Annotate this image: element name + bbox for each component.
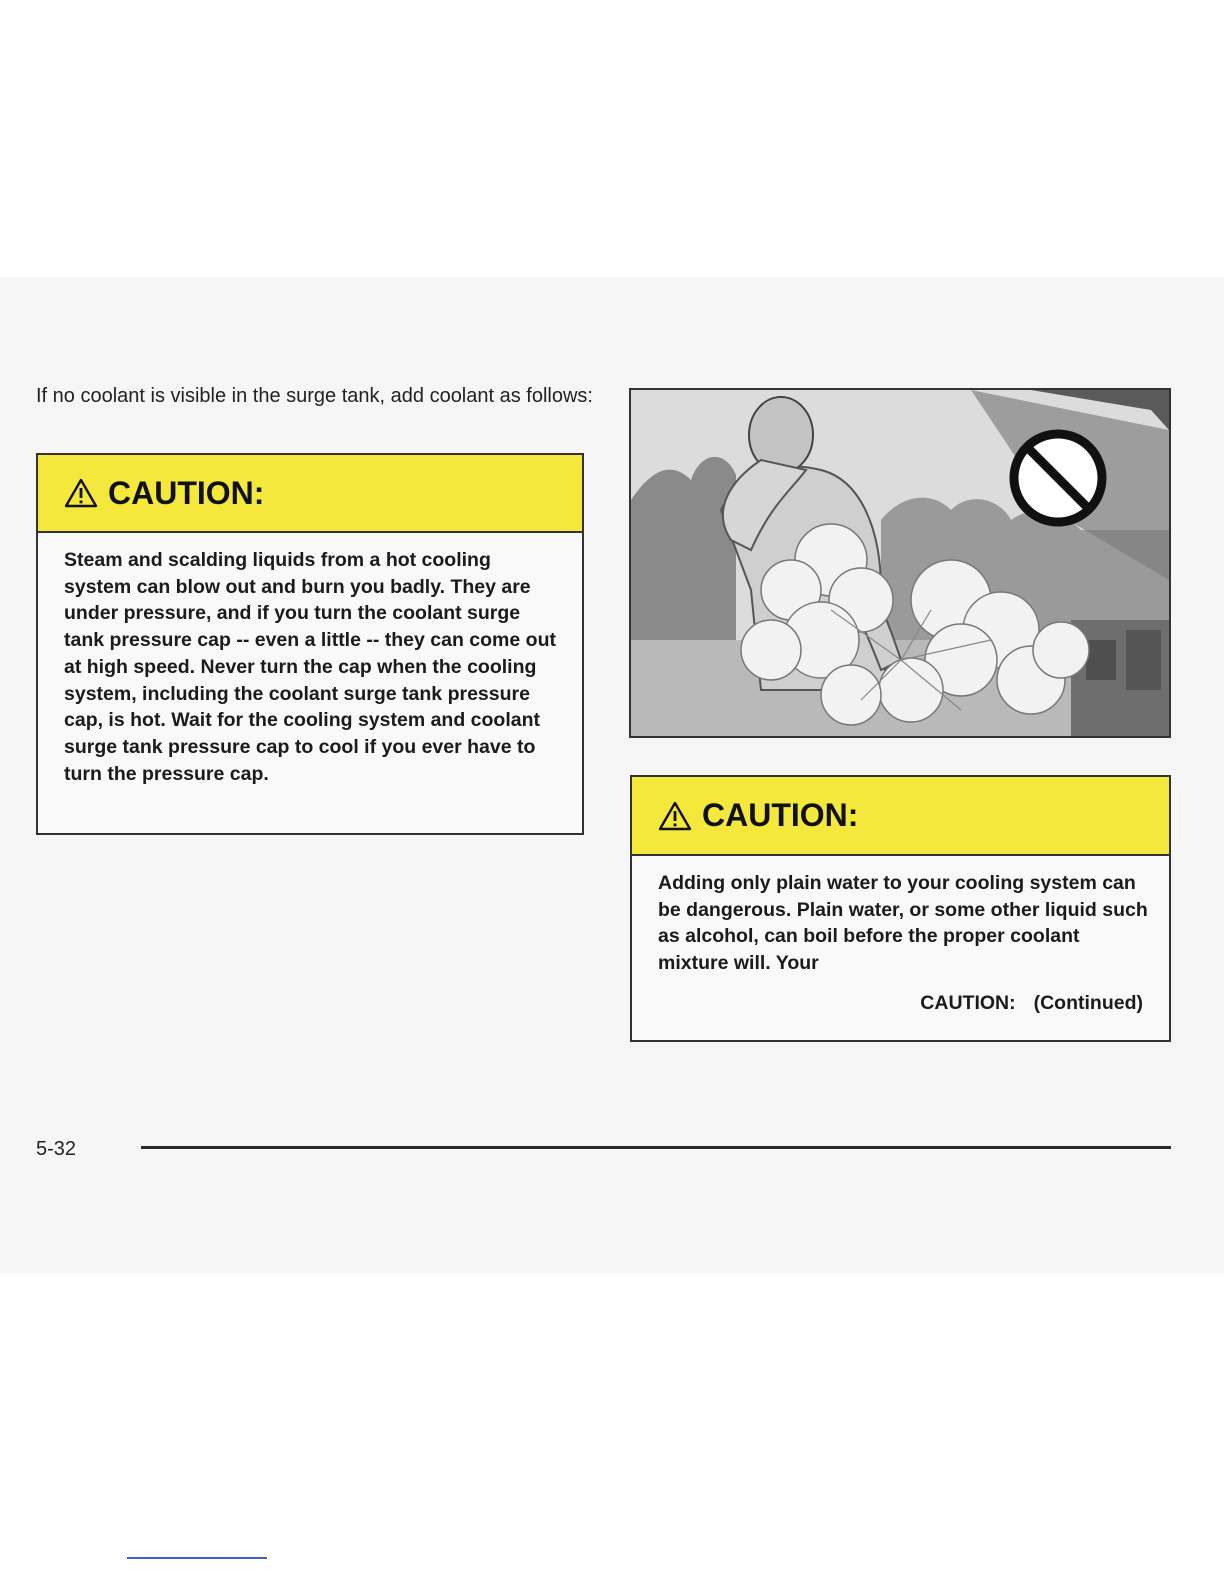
caution-continued-note: [920, 992, 1143, 1015]
footer-rule: [141, 1146, 1171, 1149]
caution-title: CAUTION:: [108, 474, 265, 511]
intro-paragraph: If no coolant is visible in the surge tank, add coolant as follows:: [36, 385, 593, 407]
caution-header: [38, 455, 582, 533]
steam-scalding-person-image: [631, 390, 1169, 736]
warning-triangle-icon: [64, 478, 98, 508]
continued-label: CAUTION:: [920, 992, 1016, 1014]
caution-body: Adding only plain water to your cooling system can be dangerous. Plain water, or some other liquid such as alcohol, can boil before the proper coolant mixture will. Your: [658, 872, 1148, 975]
bottom-link-underline[interactable]: [127, 1557, 267, 1559]
prohibition-icon: [1014, 434, 1102, 522]
caution-box-plain-water: [630, 775, 1171, 1042]
caution-title: CAUTION:: [702, 797, 859, 833]
caution-header: [632, 777, 1169, 856]
caution-body: Steam and scalding liquids from a hot cooling system can blow out and burn you badly. They are under pressure, and if you turn the coolant surge tank pressure cap -- even a little -- they can come out at high speed. Never turn the cap when the cooling system, including the coolant surge tank pressure cap, is hot. Wait for the cooling system and coolant surge tank pressure cap to cool if you ever have to turn the pressure cap.: [64, 549, 556, 785]
page-number: 5-32: [36, 1138, 77, 1160]
hot-coolant-illustration: [629, 388, 1171, 738]
continued-text: (Continued): [1033, 992, 1143, 1014]
caution-box-steam: [36, 453, 584, 835]
warning-triangle-icon: [658, 801, 692, 831]
